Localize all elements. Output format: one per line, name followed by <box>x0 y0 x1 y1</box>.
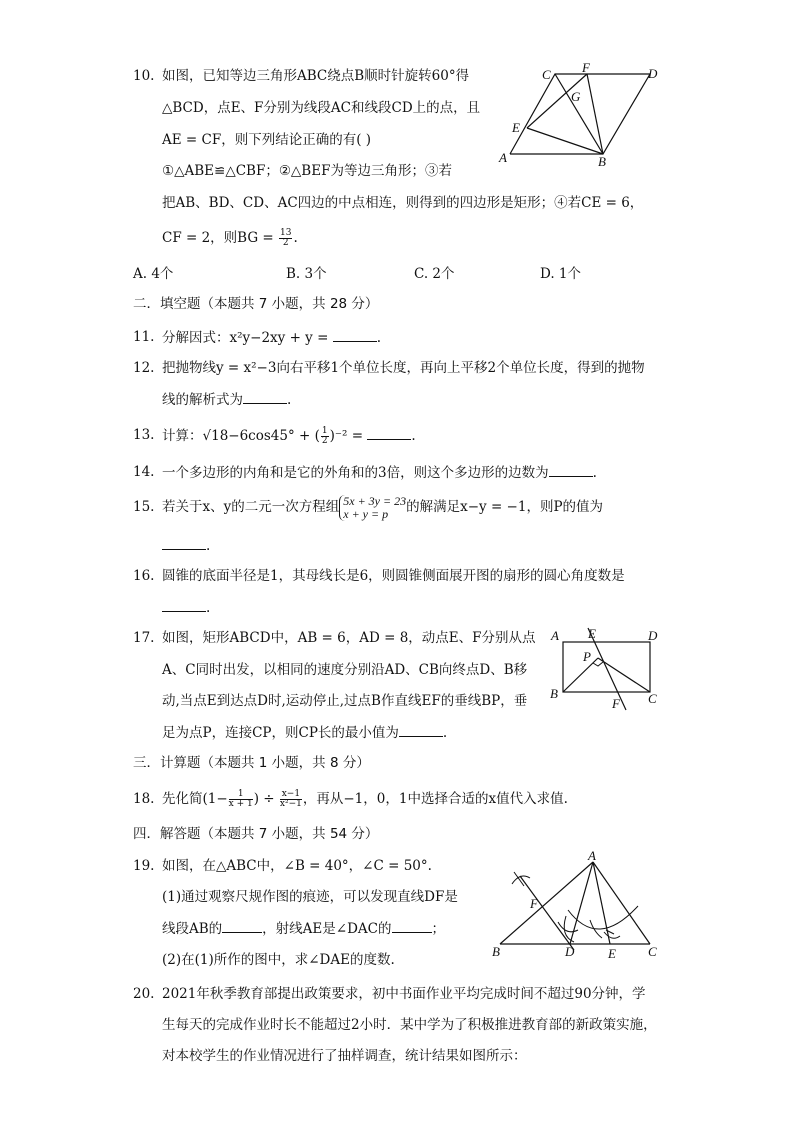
q19-line2: (1)通过观察尺规作图的痕迹，可以发现直线DF是 <box>162 889 458 905</box>
q10-line6-end: . <box>293 230 298 246</box>
q12-end: . <box>287 392 292 408</box>
label-B: B <box>598 154 606 169</box>
q11-text <box>162 327 381 348</box>
section-3-title: 三．计算题（本题共 1 小题，共 8 分） <box>133 755 370 771</box>
q15-number: 15. <box>133 499 155 515</box>
q13-frac-denominator: 2 <box>321 436 328 446</box>
q10-fraction <box>279 229 292 248</box>
label-C: C <box>648 691 657 706</box>
q20-line1: 2021年秋季教育部提出政策要求，初中书面作业平均完成时间不超过90分钟，学 <box>162 986 646 1002</box>
q10-line1: 如图，已知等边三角形ABC绕点B顺时针旋转60°得 <box>162 68 470 84</box>
q17-line4 <box>162 722 447 743</box>
label-F: F <box>530 896 538 911</box>
label-F: F <box>612 696 620 711</box>
q19-blank-2[interactable] <box>392 918 432 933</box>
q14-text <box>162 462 597 483</box>
q18-fraction-2 <box>280 790 302 809</box>
q18-frac1-denominator: x + 1 <box>228 799 253 809</box>
q16-text: 圆锥的底面半径是1，其母线长是6，则圆锥侧面展开图的扇形的圆心角度数是 <box>162 568 625 584</box>
q18-frac1-numerator: 1 <box>229 790 253 800</box>
q16-line2 <box>162 597 210 618</box>
q10-option-d: D. 1个 <box>540 266 582 282</box>
q10-line3: AE = CF，则下列结论正确的有( ) <box>162 132 372 148</box>
q15-equation-2: x + y = p <box>343 506 389 521</box>
q14-answer-blank[interactable] <box>549 462 593 477</box>
q17-number: 17. <box>133 630 155 646</box>
label-E: E <box>512 120 520 135</box>
label-C: C <box>648 944 657 959</box>
q17-figure <box>548 624 668 714</box>
label-D: D <box>648 66 658 81</box>
q15-text <box>162 490 603 524</box>
q10-line2: △BCD，点E、F分别为线段AC和线段CD上的点，且 <box>162 100 481 116</box>
q19-line3-end: ； <box>431 921 445 937</box>
q10-line5: 把AB、BD、CD、AC四边的中点相连，则得到的四边形是矩形；④若CE = 6， <box>162 195 644 211</box>
q13-frac-numerator: 1 <box>321 426 328 436</box>
q19-blank-1[interactable] <box>222 918 262 933</box>
q15-equation-1: 5x + 3y = 23 <box>343 493 407 508</box>
q10-number: 10. <box>133 68 155 84</box>
q12-line2-text: 线的解析式为 <box>162 392 243 408</box>
q18-frac2-denominator: x²−1 <box>279 799 302 809</box>
q17-line3: 动,当点E到达点D时,运动停止,过点B作直线EF的垂线BP，垂 <box>162 693 528 709</box>
label-A: A <box>588 850 596 863</box>
q12-line1: 把抛物线y = x²−3向右平移1个单位长度，再向上平移2个单位长度，得到的抛物 <box>162 360 645 376</box>
q17-question: 足为点P，连接CP，则CP长的最小值为 <box>162 725 399 741</box>
label-P: P <box>583 649 591 664</box>
section-4-title: 四．解答题（本题共 7 小题，共 54 分） <box>133 826 379 842</box>
q15-end: . <box>206 538 211 554</box>
q10-option-c: C. 2个 <box>414 266 455 282</box>
q15-condition: 的解满足x−y = −1，则P的值为 <box>406 499 604 515</box>
q13-text <box>162 425 416 446</box>
q10-frac-denominator: 2 <box>282 238 289 248</box>
q12-answer-blank[interactable] <box>243 389 287 404</box>
q15-answer-blank[interactable] <box>162 535 206 550</box>
q14-question: 一个多边形的内角和是它的外角和的3倍，则这个多边形的边数为 <box>162 465 549 481</box>
q20-line2: 生每天的完成作业时长不能超过2小时．某中学为了积极推进教育部的新政策实施， <box>162 1017 657 1033</box>
q17-line2: A、C同时出发，以相同的速度分别沿AD、CB向终点D、B移 <box>162 662 528 678</box>
q18-number: 18. <box>133 791 155 807</box>
q16-answer-blank[interactable] <box>162 597 206 612</box>
q13-end: . <box>411 428 416 444</box>
q17-line1: 如图，矩形ABCD中，AB = 6，AD = 8，动点E、F分别从点 <box>162 630 536 646</box>
q16-end: . <box>206 600 211 616</box>
q15-equation-system <box>339 495 406 521</box>
label-D: D <box>648 628 658 643</box>
q19-line3-part2: ，射线AE是∠DAC的 <box>262 921 392 937</box>
q12-line2 <box>162 389 291 410</box>
label-F: F <box>582 62 590 75</box>
q17-answer-blank[interactable] <box>399 722 443 737</box>
label-B: B <box>492 944 500 959</box>
section-2-title: 二．填空题（本题共 7 小题，共 28 分） <box>133 296 379 312</box>
q19-figure <box>488 850 668 962</box>
label-A: A <box>499 150 507 165</box>
q19-line1: 如图，在△ABC中，∠B = 40°，∠C = 50°. <box>162 858 432 874</box>
q20-line3: 对本校学生的作业情况进行了抽样调查，统计结果如图所示： <box>162 1048 527 1064</box>
label-G: G <box>571 89 581 104</box>
q19-number: 19. <box>133 858 155 874</box>
label-C: C <box>542 67 551 82</box>
q19-line3 <box>162 918 445 939</box>
q17-end: . <box>442 725 448 741</box>
label-D: D <box>565 944 575 959</box>
label-B: B <box>550 686 558 701</box>
q18-fraction-1 <box>229 790 253 809</box>
q10-option-b: B. 3个 <box>286 266 327 282</box>
q13-number: 13. <box>133 427 155 443</box>
q16-number: 16. <box>133 568 155 584</box>
q10-line6-text: CF = 2，则BG = <box>162 230 279 246</box>
q10-figure <box>495 62 670 172</box>
q19-line4: (2)在(1)所作的图中，求∠DAE的度数. <box>162 952 395 968</box>
q11-end: . <box>376 330 382 346</box>
q11-number: 11. <box>133 329 155 345</box>
q12-number: 12. <box>133 360 155 376</box>
q18-frac2-numerator: x−1 <box>281 789 301 799</box>
q13-answer-blank[interactable] <box>367 425 411 440</box>
q18-instruction: ，再从−1，0，1中选择合适的x值代入求值. <box>302 791 568 807</box>
q14-number: 14. <box>133 464 155 480</box>
q20-number: 20. <box>133 986 155 1002</box>
label-E: E <box>608 946 616 961</box>
q18-expression-start: 先化简(1− <box>162 791 228 807</box>
q18-divide: ) ÷ <box>253 791 279 807</box>
label-A: A <box>551 628 559 643</box>
q13-fraction <box>321 427 329 446</box>
q13-expression-end: )⁻² = <box>329 428 368 444</box>
q13-expression: 计算：√18−6cos45° + ( <box>162 428 320 444</box>
q10-option-a: A. 4个 <box>133 266 174 282</box>
q10-line4: ①△ABE≌△CBF；②△BEF为等边三角形；③若 <box>162 163 452 179</box>
q18-text <box>162 789 568 809</box>
q11-expression: 分解因式：x²y−2xy + y = <box>162 330 333 346</box>
q10-frac-numerator: 13 <box>280 228 292 238</box>
q19-line3-part1: 线段AB的 <box>162 921 223 937</box>
label-E: E <box>588 626 596 641</box>
q10-line6 <box>162 228 298 248</box>
q11-answer-blank[interactable] <box>333 327 377 342</box>
q15-line2 <box>162 535 210 556</box>
q14-end: . <box>592 465 597 481</box>
q15-question: 若关于x、y的二元一次方程组 <box>162 499 340 515</box>
